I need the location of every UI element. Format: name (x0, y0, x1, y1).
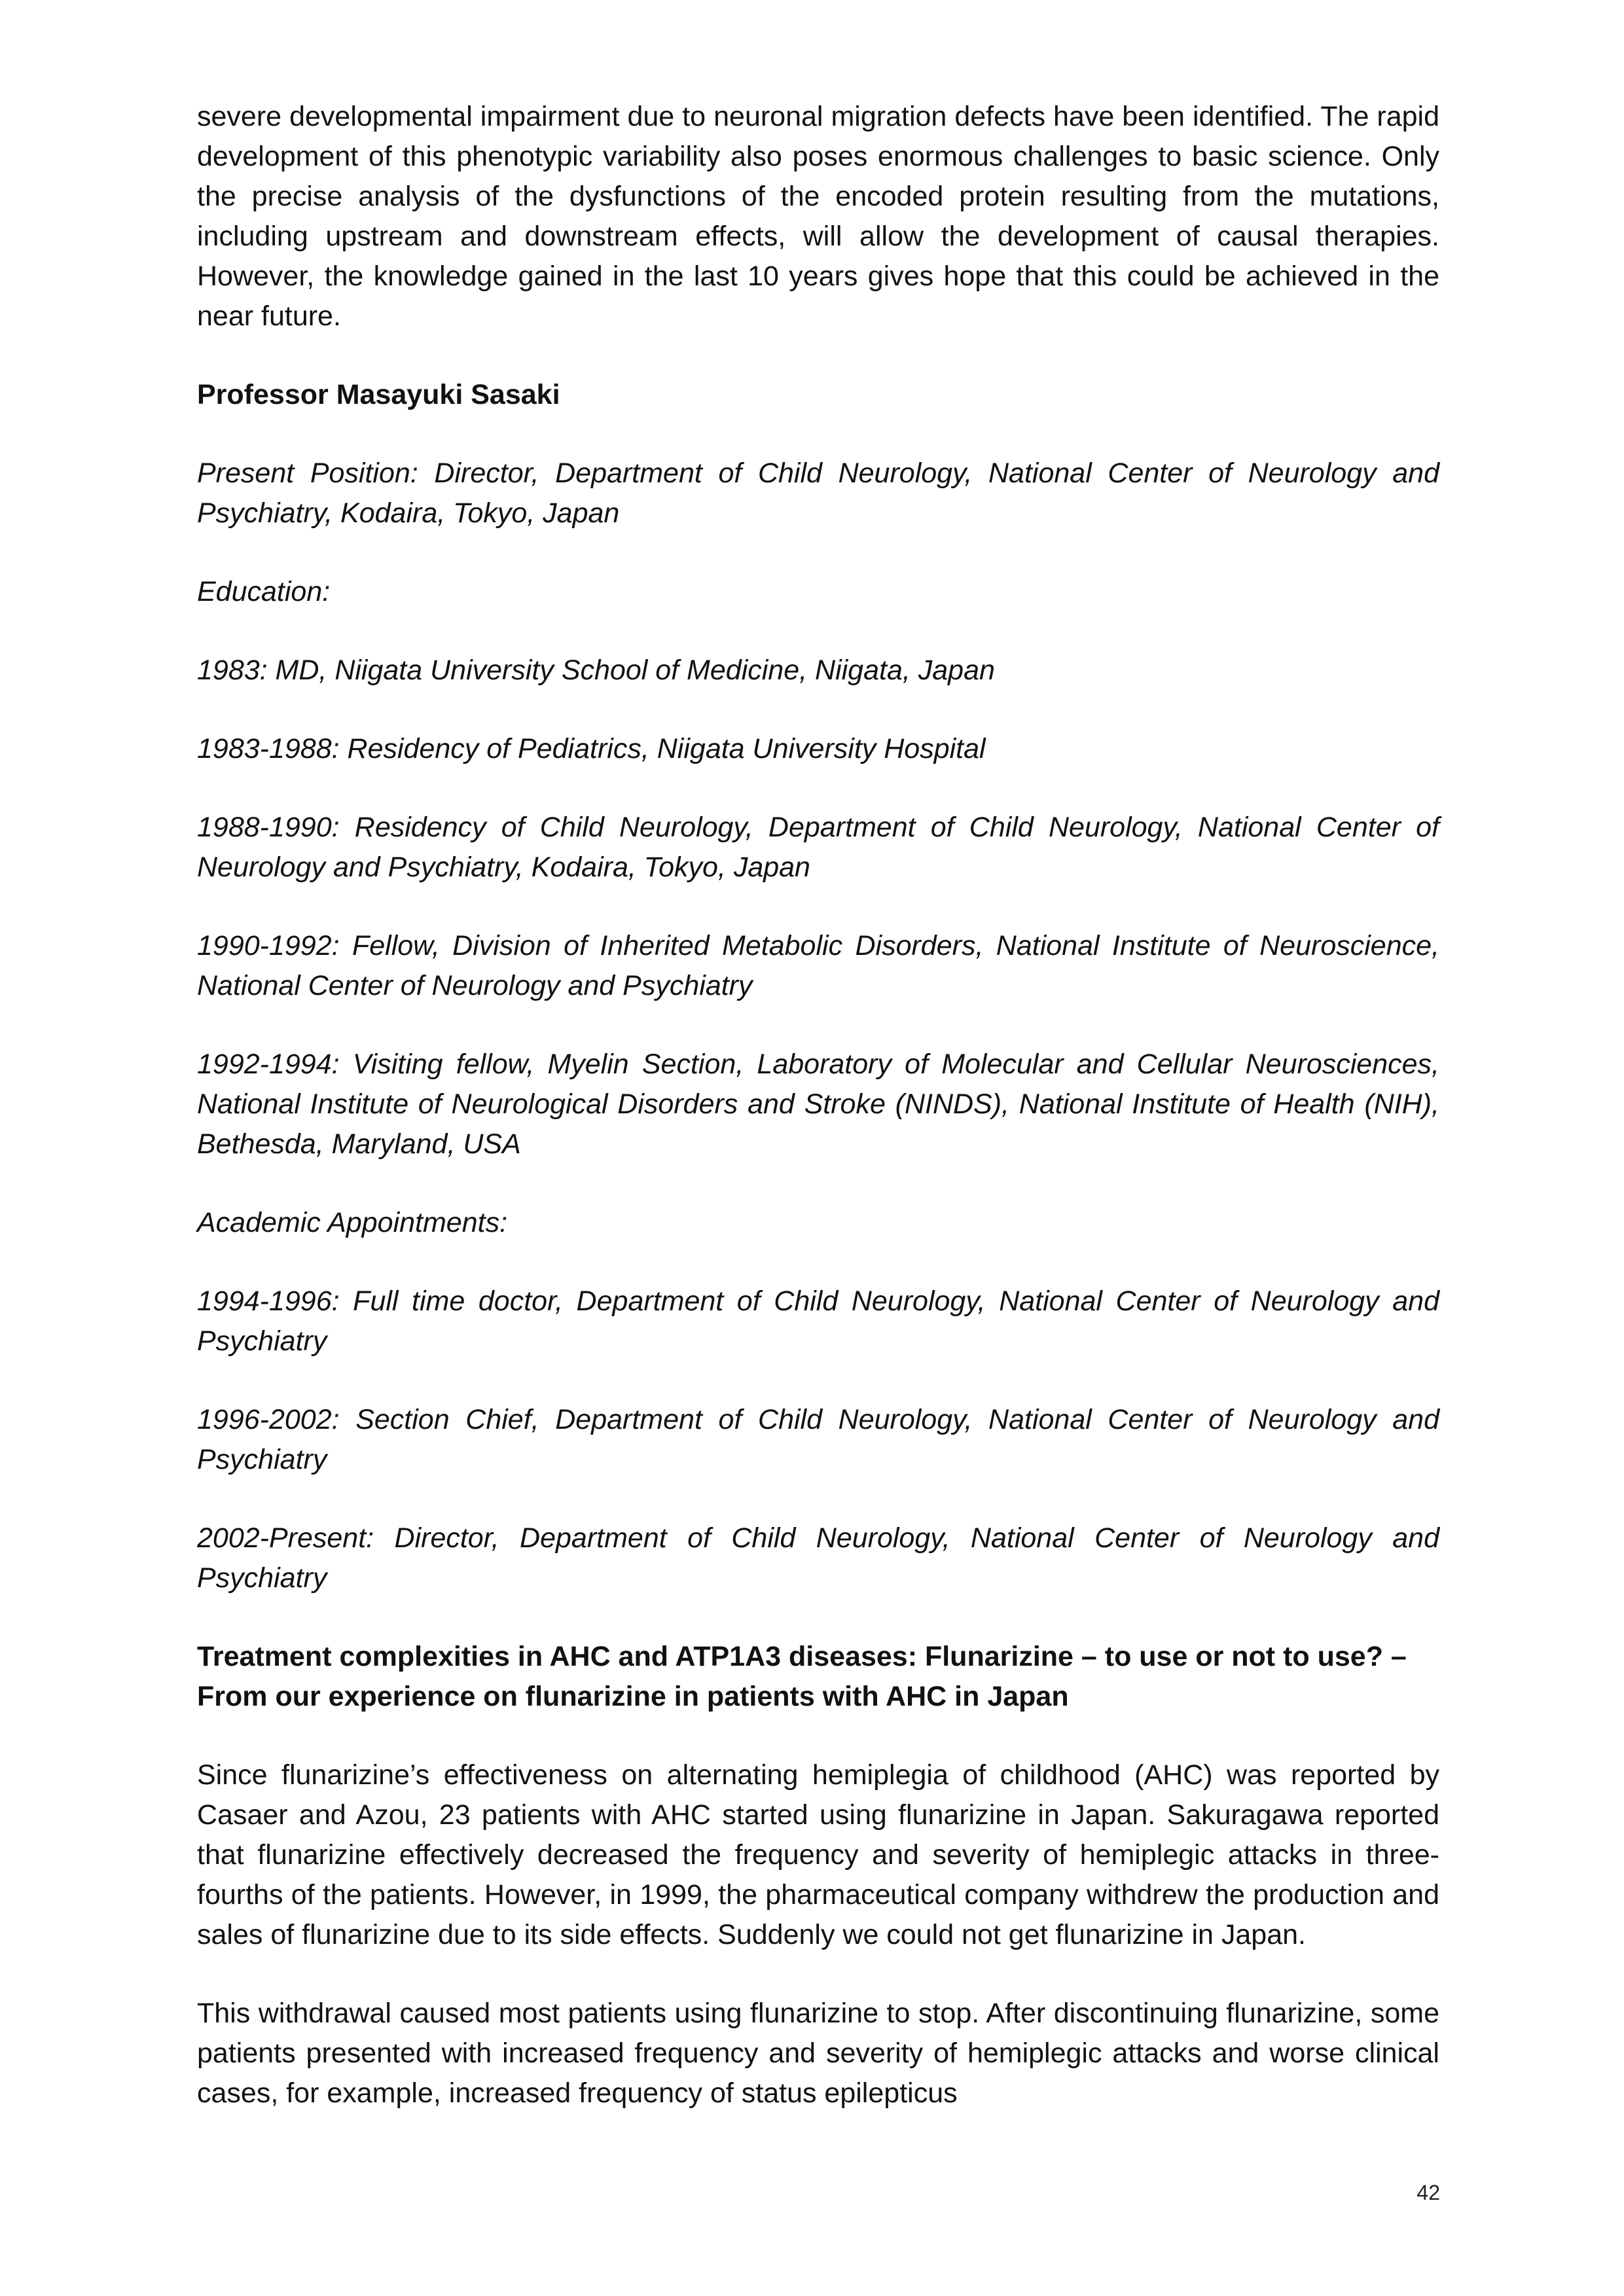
appointments-label: Academic Appointments: (197, 1207, 508, 1238)
talk-paragraph: This withdrawal caused most patients using flunarizine to stop. After discontinuing flunarizine, some patients presented with increased frequency and severity of hemiplegic attacks and worse clinical cases, for example, increased frequency of status epilepticus (197, 1998, 1439, 2109)
appointment-entry: 1996-2002: Section Chief, Department of Child Neurology, National Center of Neurology and Psychiatry (197, 1404, 1439, 1475)
education-entry: 1983-1988: Residency of Pediatrics, Niigata University Hospital (197, 733, 986, 764)
talk-title: Treatment complexities in AHC and ATP1A3 diseases: Flunarizine – to use or not to use? – From our experience on flunarizine in patients with AHC in Japan (197, 1641, 1407, 1712)
education-label: Education: (197, 576, 331, 607)
education-entry: 1988-1990: Residency of Child Neurology, Department of Child Neurology, National Center of Neurology and Psychiatry, Kodaira, Tokyo, Japan (197, 812, 1439, 883)
appointment-entry: 1994-1996: Full time doctor, Department of Child Neurology, National Center of Neurology and Psychiatry (197, 1285, 1439, 1357)
intro-paragraph: severe developmental impairment due to neuronal migration defects have been identified. The rapid development of this phenotypic variability also poses enormous challenges to basic science. Only the precise analysis of the dysfunctions of the encoded protein resulting from the mutations, including upstream and downstream effects, will allow the development of causal therapies. However, the knowledge gained in the last 10 years gives hope that this could be achieved in the near future. (197, 101, 1439, 332)
appointment-entry: 2002-Present: Director, Department of Child Neurology, National Center of Neurology and Psychiatry (197, 1522, 1439, 1594)
present-position: Present Position: Director, Department of Child Neurology, National Center of Neurology and Psychiatry, Kodaira, Tokyo, Japan (197, 457, 1439, 529)
page-number: 42 (1416, 2181, 1440, 2204)
speaker-name: Professor Masayuki Sasaki (197, 379, 560, 410)
education-entry: 1992-1994: Visiting fellow, Myelin Section, Laboratory of Molecular and Cellular Neurosciences, National Institute of Neurological Disorders and Stroke (NINDS), National Institute of Health (NIH), Bethesda, Maryland, USA (197, 1049, 1439, 1160)
document-page (197, 97, 1439, 2152)
education-entry: 1983: MD, Niigata University School of Medicine, Niigata, Japan (197, 655, 995, 686)
talk-paragraph: Since flunarizine’s effectiveness on alternating hemiplegia of childhood (AHC) was reported by Casaer and Azou, 23 patients with AHC started using flunarizine in Japan. Sakuragawa reported that flunarizine effectively decreased the frequency and severity of hemiplegic attacks in three-fourths of the patients. However, in 1999, the pharmaceutical company withdrew the production and sales of flunarizine due to its side effects. Suddenly we could not get flunarizine in Japan. (197, 1759, 1439, 1950)
education-entry: 1990-1992: Fellow, Division of Inherited Metabolic Disorders, National Institute of Neuroscience, National Center of Neurology and Psychiatry (197, 930, 1439, 1001)
